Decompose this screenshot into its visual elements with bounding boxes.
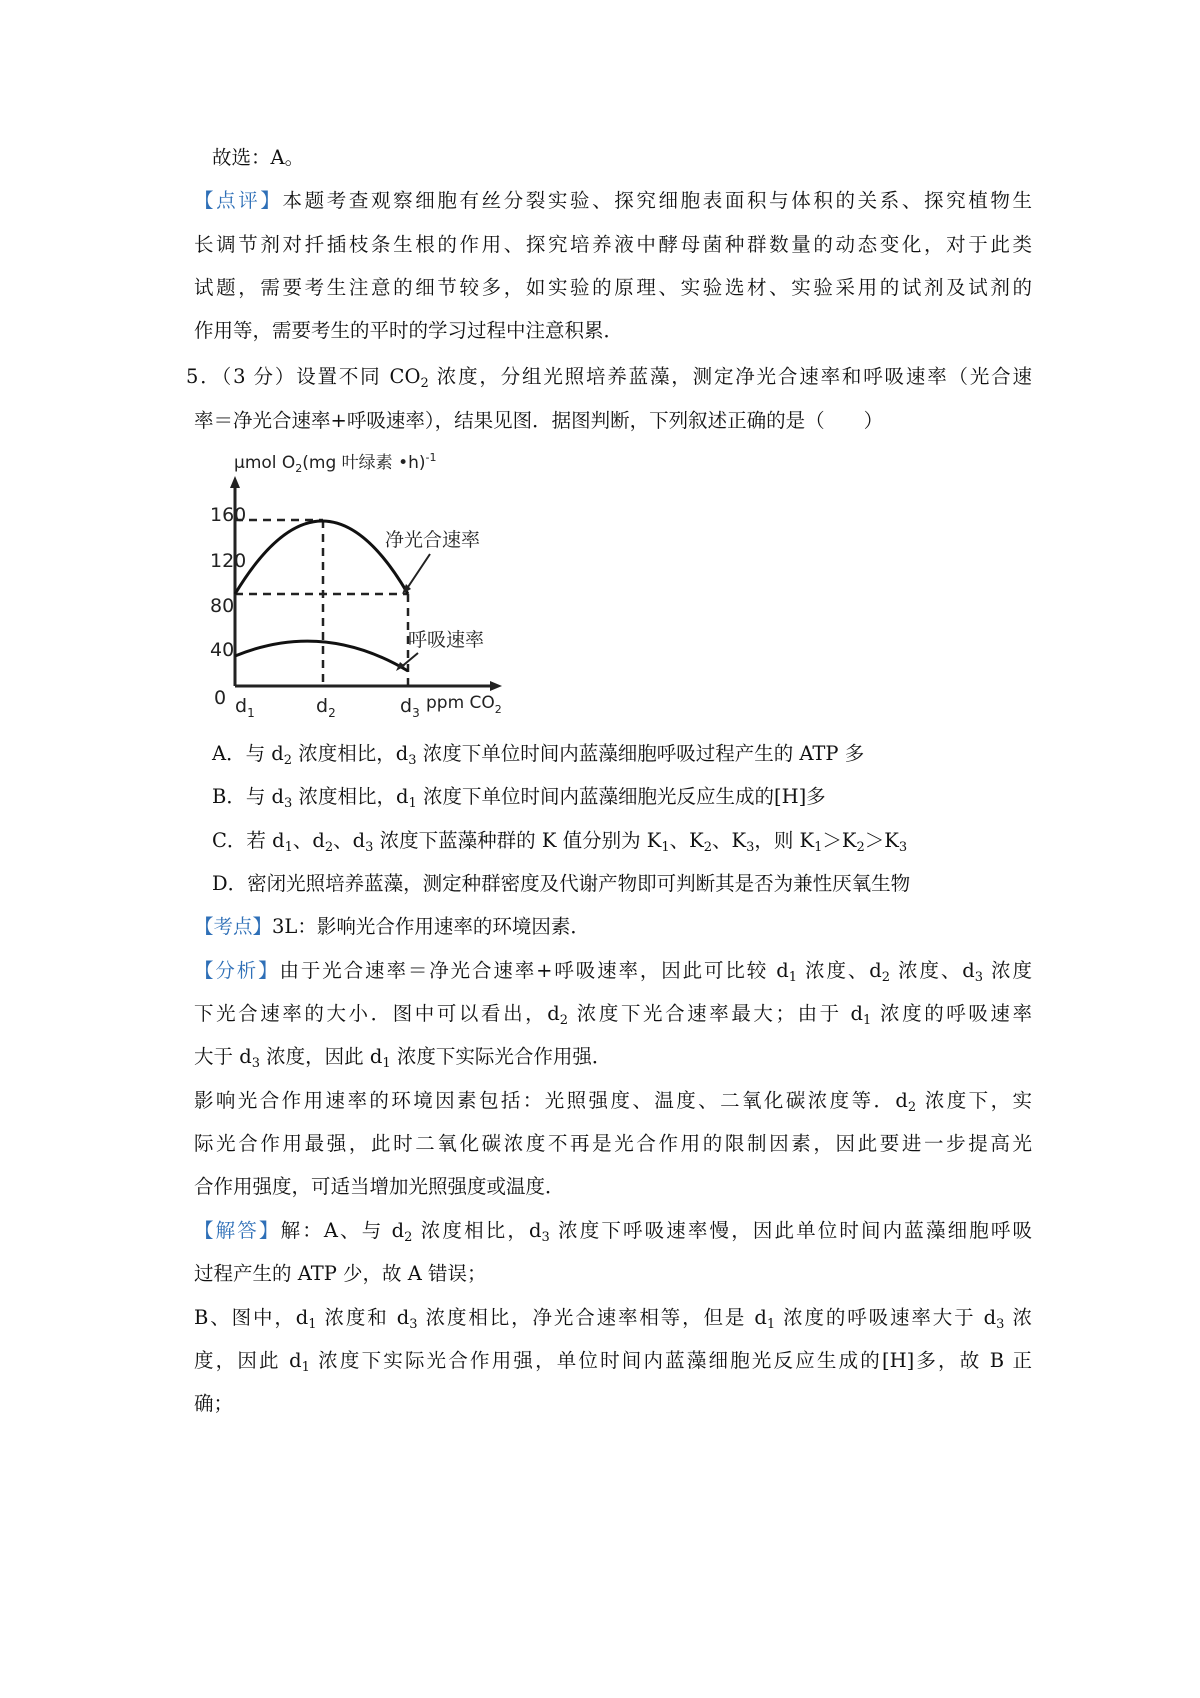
option-d: D．密闭光照培养蓝藻，测定种群密度及代谢产物即可判断其是否为兼性厌氧生物 [212,872,911,895]
option-a: A．与 $d_2$ 浓度相比，$d_3$ 浓度下单位时间内蓝藻细胞呼吸过程产生的 ATP 多 [212,742,865,768]
section-tag-comment: 【点评】 [194,189,283,212]
text-line: 作用等，需要考生的平时的学习过程中注意积累． [194,319,624,342]
net-photosynthesis-curve [235,521,408,594]
text-line: 试题，需要考生注意的细节较多，如实验的原理、实验选材、实验采用的试剂及试剂的 [194,276,1032,299]
respiration-curve [235,641,408,671]
text-line: 长调节剂对扦插枝条生根的作用、探究培养液中酵母菌种群数量的动态变化，对于此类 [194,233,1032,256]
text-line: 过程产生的 ATP 少，故 A 错误； [194,1262,487,1285]
leader-net [406,554,430,590]
y-axis-arrow [230,476,240,488]
y-tick-120: 120 [210,550,247,572]
section-tag-answer: 【解答】 [194,1219,281,1242]
x-axis-arrow [490,681,502,691]
x-axis-title: ppm $CO_2$ [426,693,502,716]
answer-line: 【解答】解：A、与 $d_2$ 浓度相比，$d_3$ 浓度下呼吸速率慢，因此单位时间内蓝藻细胞呼吸 [194,1219,1032,1245]
x-tick-d2: $d_2$ [316,695,336,720]
text-line: 度，因此 $d_1$ 浓度下实际光合作用强，单位时间内蓝藻细胞光反应生成的[H]多，故 B 正 [194,1349,1032,1375]
text-line: 际光合作用最强，此时二氧化碳浓度不再是光合作用的限制因素，因此要进一步提高光 [194,1132,1032,1155]
text-line: 大于 $d_3$ 浓度，因此 $d_1$ 浓度下实际光合作用强． [194,1045,612,1071]
text-line: B、图中，$d_1$ 浓度和 $d_3$ 浓度相比，净光合速率相等，但是 $d_1$ 浓度的呼吸速率大于 $d_3$ 浓 [194,1306,1032,1332]
option-b: B．与 $d_3$ 浓度相比，$d_1$ 浓度下单位时间内蓝藻细胞光反应生成的[H]多 [212,785,826,811]
x-tick-d1: $d_1$ [235,695,255,720]
text-line: 故选：A。 [212,146,305,169]
y-tick-0: 0 [214,687,227,709]
question-5-line: 5．（3 分）设置不同 $CO_2$ 浓度，分组光照培养蓝藻，测定净光合速率和呼吸速率（光合速 [186,365,1032,391]
option-c: C．若 $d_1$、$d_2$、$d_3$ 浓度下蓝藻种群的 K 值分别为 $K_1$、$K_2$、$K_3$，则 $K_1>K_2>K_3$ [212,829,908,855]
legend-net-photosynthesis: 净光合速率 [385,529,481,551]
y-tick-40: 40 [210,639,235,661]
y-axis-title: μmol $O_2(mg$ 叶绿素 •h)$^{-1}$ [234,451,437,475]
kaodian-line: 【考点】3L：影响光合作用速率的环境因素． [194,915,590,938]
section-tag-analysis: 【分析】 [194,959,280,982]
text-line: 确； [194,1392,234,1415]
comment-line: 【点评】本题考查观察细胞有丝分裂实验、探究细胞表面积与体积的关系、探究植物生 [194,189,1032,212]
y-tick-160: 160 [210,504,247,526]
text-line: 影响光合作用速率的环境因素包括：光照强度、温度、二氧化碳浓度等．$d_2$ 浓度下，实 [194,1089,1033,1115]
section-tag-kaodian: 【考点】 [194,915,273,938]
question-5-line: 率＝净光合速率+呼吸速率），结果见图．据图判断，下列叙述正确的是（ ） [194,409,884,432]
x-tick-d3: $d_3$ [400,695,420,720]
analysis-line: 【分析】由于光合速率＝净光合速率+呼吸速率，因此可比较 $d_1$ 浓度、$d_2$ 浓度、$d_3$ 浓度 [194,959,1032,985]
text-line: 下光合速率的大小．图中可以看出，$d_2$ 浓度下光合速率最大；由于 $d_1$ 浓度的呼吸速率 [194,1002,1033,1028]
legend-respiration: 呼吸速率 [408,629,485,651]
y-tick-80: 80 [210,595,235,617]
text-line: 合作用强度，可适当增加光照强度或温度． [194,1175,565,1198]
